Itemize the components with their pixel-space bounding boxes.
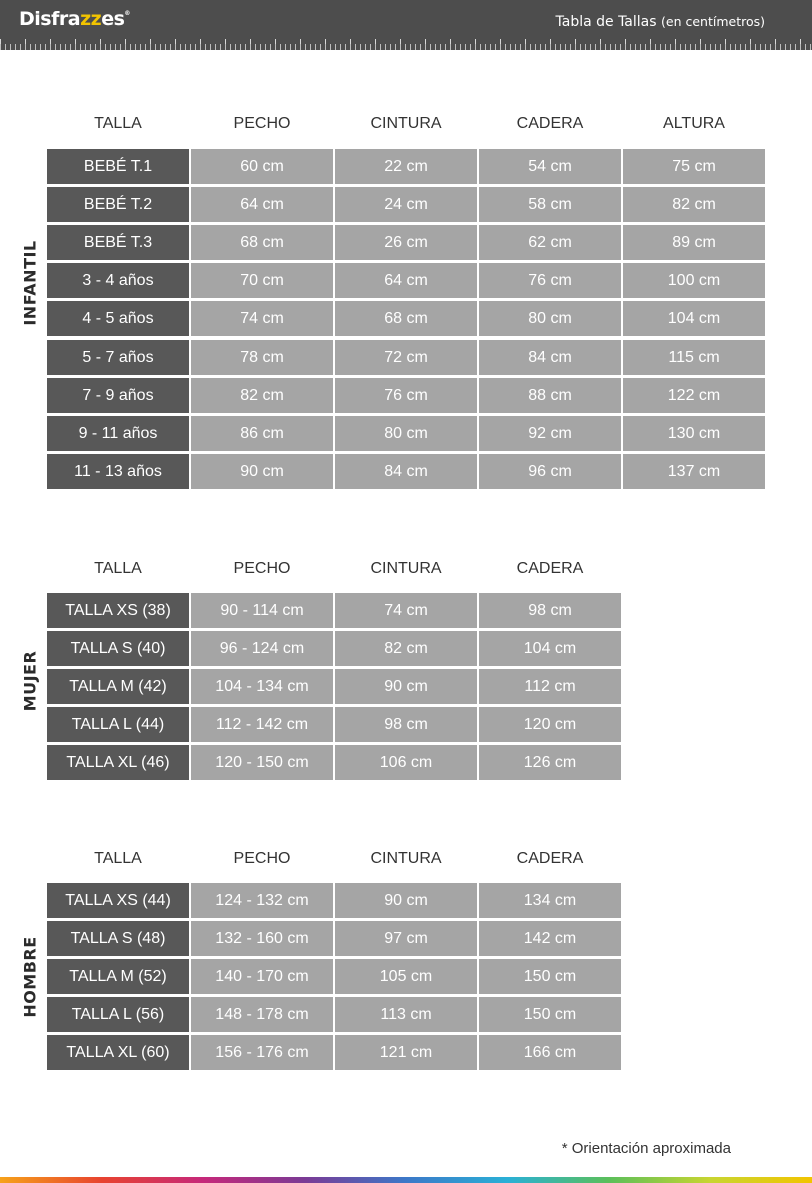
- measurement-cell: 82 cm: [335, 631, 477, 666]
- measurement-cell: 122 cm: [623, 378, 765, 413]
- measurement-cell: 142 cm: [479, 921, 621, 956]
- measurement-cell: 105 cm: [335, 959, 477, 994]
- size-label-cell: TALLA XL (46): [47, 745, 189, 780]
- column-header: ALTURA: [663, 115, 725, 132]
- measurement-cell: 90 cm: [335, 669, 477, 704]
- measurement-cell: 150 cm: [479, 959, 621, 994]
- column-header: CINTURA: [370, 850, 442, 867]
- measurement-cell: 75 cm: [623, 149, 765, 184]
- size-label-cell: TALLA XL (60): [47, 1035, 189, 1070]
- measurement-cell: 76 cm: [479, 263, 621, 298]
- measurement-cell: 82 cm: [191, 378, 333, 413]
- header-title: [556, 14, 766, 30]
- measurement-cell: 86 cm: [191, 416, 333, 451]
- logo-text: Disfrazzes: [19, 8, 125, 30]
- measurement-cell: 96 - 124 cm: [191, 631, 333, 666]
- measurement-cell: 120 cm: [479, 707, 621, 742]
- infantil-section-label: INFANTIL: [20, 240, 40, 326]
- measurement-cell: 92 cm: [479, 416, 621, 451]
- measurement-cell: 68 cm: [191, 225, 333, 260]
- measurement-cell: 156 - 176 cm: [191, 1035, 333, 1070]
- measurement-cell: 150 cm: [479, 997, 621, 1032]
- column-header: CINTURA: [370, 560, 442, 577]
- measurement-cell: 24 cm: [335, 187, 477, 222]
- measurement-cell: 104 - 134 cm: [191, 669, 333, 704]
- measurement-cell: 22 cm: [335, 149, 477, 184]
- measurement-cell: 90 cm: [335, 883, 477, 918]
- column-header: PECHO: [233, 115, 291, 132]
- size-label-cell: BEBÉ T.1: [47, 149, 189, 184]
- measurement-cell: 84 cm: [335, 454, 477, 489]
- size-label-cell: 7 - 9 años: [47, 378, 189, 413]
- size-label-cell: 9 - 11 años: [47, 416, 189, 451]
- measurement-cell: 98 cm: [335, 707, 477, 742]
- size-label-cell: 5 - 7 años: [47, 340, 189, 375]
- size-label-cell: TALLA M (52): [47, 959, 189, 994]
- measurement-cell: 74 cm: [191, 301, 333, 336]
- size-label-cell: TALLA L (56): [47, 997, 189, 1032]
- measurement-cell: 115 cm: [623, 340, 765, 375]
- column-header: CADERA: [516, 560, 584, 577]
- registered-mark: ®: [124, 10, 130, 17]
- measurement-cell: 96 cm: [479, 454, 621, 489]
- column-header: PECHO: [233, 560, 291, 577]
- measurement-cell: 112 - 142 cm: [191, 707, 333, 742]
- measurement-cell: 134 cm: [479, 883, 621, 918]
- measurement-cell: 88 cm: [479, 378, 621, 413]
- column-header: CADERA: [516, 850, 584, 867]
- measurement-cell: 137 cm: [623, 454, 765, 489]
- rainbow-stripe: [0, 1177, 812, 1183]
- measurement-cell: 64 cm: [335, 263, 477, 298]
- size-label-cell: 4 - 5 años: [47, 301, 189, 336]
- measurement-cell: 100 cm: [623, 263, 765, 298]
- measurement-cell: 148 - 178 cm: [191, 997, 333, 1032]
- measurement-cell: 132 - 160 cm: [191, 921, 333, 956]
- measurement-cell: 126 cm: [479, 745, 621, 780]
- measurement-cell: 76 cm: [335, 378, 477, 413]
- measurement-cell: 124 - 132 cm: [191, 883, 333, 918]
- column-header: TALLA: [94, 115, 142, 132]
- measurement-cell: 80 cm: [479, 301, 621, 336]
- page-header: [0, 0, 812, 50]
- measurement-cell: 166 cm: [479, 1035, 621, 1070]
- size-label-cell: TALLA XS (38): [47, 593, 189, 628]
- column-header: CINTURA: [370, 115, 442, 132]
- header-title-subtitle: (en centímetros): [661, 14, 765, 29]
- measurement-cell: 121 cm: [335, 1035, 477, 1070]
- column-header: TALLA: [94, 850, 142, 867]
- size-label-cell: BEBÉ T.3: [47, 225, 189, 260]
- size-label-cell: TALLA M (42): [47, 669, 189, 704]
- measurement-cell: 112 cm: [479, 669, 621, 704]
- measurement-cell: 74 cm: [335, 593, 477, 628]
- column-header: TALLA: [94, 560, 142, 577]
- measurement-cell: 120 - 150 cm: [191, 745, 333, 780]
- column-header: PECHO: [233, 850, 291, 867]
- size-label-cell: TALLA L (44): [47, 707, 189, 742]
- measurement-cell: 80 cm: [335, 416, 477, 451]
- measurement-cell: 104 cm: [479, 631, 621, 666]
- measurement-cell: 97 cm: [335, 921, 477, 956]
- measurement-cell: 60 cm: [191, 149, 333, 184]
- measurement-cell: 106 cm: [335, 745, 477, 780]
- measurement-cell: 70 cm: [191, 263, 333, 298]
- measurement-cell: 130 cm: [623, 416, 765, 451]
- measurement-cell: 104 cm: [623, 301, 765, 336]
- size-label-cell: BEBÉ T.2: [47, 187, 189, 222]
- size-label-cell: TALLA XS (44): [47, 883, 189, 918]
- measurement-cell: 113 cm: [335, 997, 477, 1032]
- hombre-section-label: HOMBRE: [20, 936, 40, 1018]
- size-label-cell: 11 - 13 años: [47, 454, 189, 489]
- measurement-cell: 26 cm: [335, 225, 477, 260]
- measurement-cell: 54 cm: [479, 149, 621, 184]
- measurement-cell: 68 cm: [335, 301, 477, 336]
- size-label-cell: TALLA S (40): [47, 631, 189, 666]
- column-header: CADERA: [516, 115, 584, 132]
- mujer-section-label: MUJER: [20, 650, 40, 712]
- measurement-cell: 90 cm: [191, 454, 333, 489]
- ruler-decoration: [0, 38, 812, 50]
- measurement-cell: 90 - 114 cm: [191, 593, 333, 628]
- measurement-cell: 62 cm: [479, 225, 621, 260]
- measurement-cell: 84 cm: [479, 340, 621, 375]
- measurement-cell: 140 - 170 cm: [191, 959, 333, 994]
- measurement-cell: 64 cm: [191, 187, 333, 222]
- brand-logo: [19, 8, 130, 30]
- size-label-cell: 3 - 4 años: [47, 263, 189, 298]
- measurement-cell: 78 cm: [191, 340, 333, 375]
- measurement-cell: 82 cm: [623, 187, 765, 222]
- measurement-cell: 89 cm: [623, 225, 765, 260]
- measurement-cell: 72 cm: [335, 340, 477, 375]
- measurement-cell: 98 cm: [479, 593, 621, 628]
- measurement-cell: 58 cm: [479, 187, 621, 222]
- size-label-cell: TALLA S (48): [47, 921, 189, 956]
- header-title-main: Tabla de Tallas: [555, 14, 657, 30]
- footer-note: * Orientación aproximada: [561, 1140, 731, 1157]
